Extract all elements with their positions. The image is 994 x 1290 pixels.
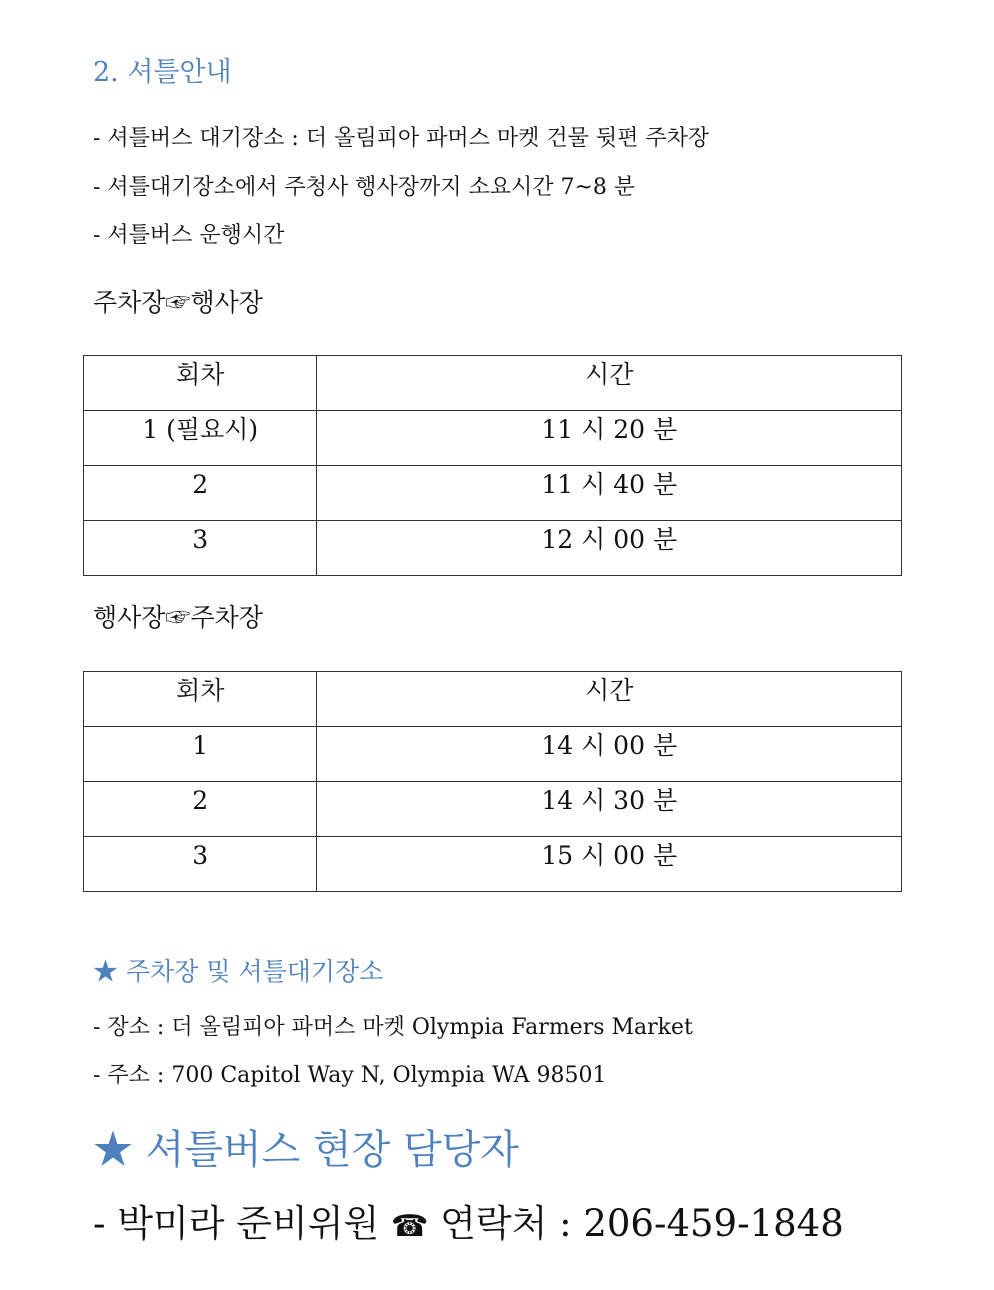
table-row (84, 521, 902, 576)
round-cell: 2 (84, 782, 317, 837)
parking-heading: ★ 주차장 및 셔틀대기장소 (93, 957, 384, 986)
table-row (84, 782, 902, 837)
time-cell: 12 시 00 분 (317, 521, 902, 576)
parking-address: - 주소 : 700 Capitol Way N, Olympia WA 98501 (93, 1063, 607, 1088)
time-cell: 15 시 00 분 (317, 837, 902, 892)
info-line-operating-hours: - 셔틀버스 운행시간 (93, 223, 285, 248)
contact-person: - 박미라 준비위원 (93, 1202, 380, 1245)
round-cell: 3 (84, 521, 317, 576)
round-cell: 1 (84, 727, 317, 782)
column-header-round: 회차 (84, 672, 317, 727)
table-header-row (84, 356, 902, 411)
time-cell: 11 시 40 분 (317, 466, 902, 521)
time-cell: 11 시 20 분 (317, 411, 902, 466)
column-header-time: 시간 (317, 356, 902, 411)
round-cell: 2 (84, 466, 317, 521)
staff-contact (93, 1193, 844, 1247)
info-line-travel-time: - 셔틀대기장소에서 주청사 행사장까지 소요시간 7~8 분 (93, 175, 636, 200)
phone-icon: ☎ (390, 1209, 429, 1244)
round-cell: 3 (84, 837, 317, 892)
table-row (84, 466, 902, 521)
table-header-row (84, 672, 902, 727)
table-row (84, 411, 902, 466)
contact-number: 연락처 : 206-459-1848 (440, 1202, 844, 1245)
info-line-waiting-place: - 셔틀버스 대기장소 : 더 올림피아 파머스 마켓 건물 뒷편 주차장 (93, 126, 710, 151)
schedule-table-to-parking (83, 671, 902, 892)
parking-place: - 장소 : 더 올림피아 파머스 마켓 Olympia Farmers Market (93, 1015, 693, 1040)
column-header-time: 시간 (317, 672, 902, 727)
staff-heading: ★ 셔틀버스 현장 담당자 (93, 1127, 519, 1173)
section-title: 2. 셔틀안내 (93, 57, 232, 88)
round-cell: 1 (필요시) (84, 411, 317, 466)
time-cell: 14 시 30 분 (317, 782, 902, 837)
schedule-table-to-venue (83, 355, 902, 576)
column-header-round: 회차 (84, 356, 317, 411)
schedule-title-to-parking: 행사장☞주차장 (93, 603, 263, 632)
table-row (84, 727, 902, 782)
time-cell: 14 시 00 분 (317, 727, 902, 782)
schedule-title-to-venue: 주차장☞행사장 (93, 288, 263, 317)
table-row (84, 837, 902, 892)
